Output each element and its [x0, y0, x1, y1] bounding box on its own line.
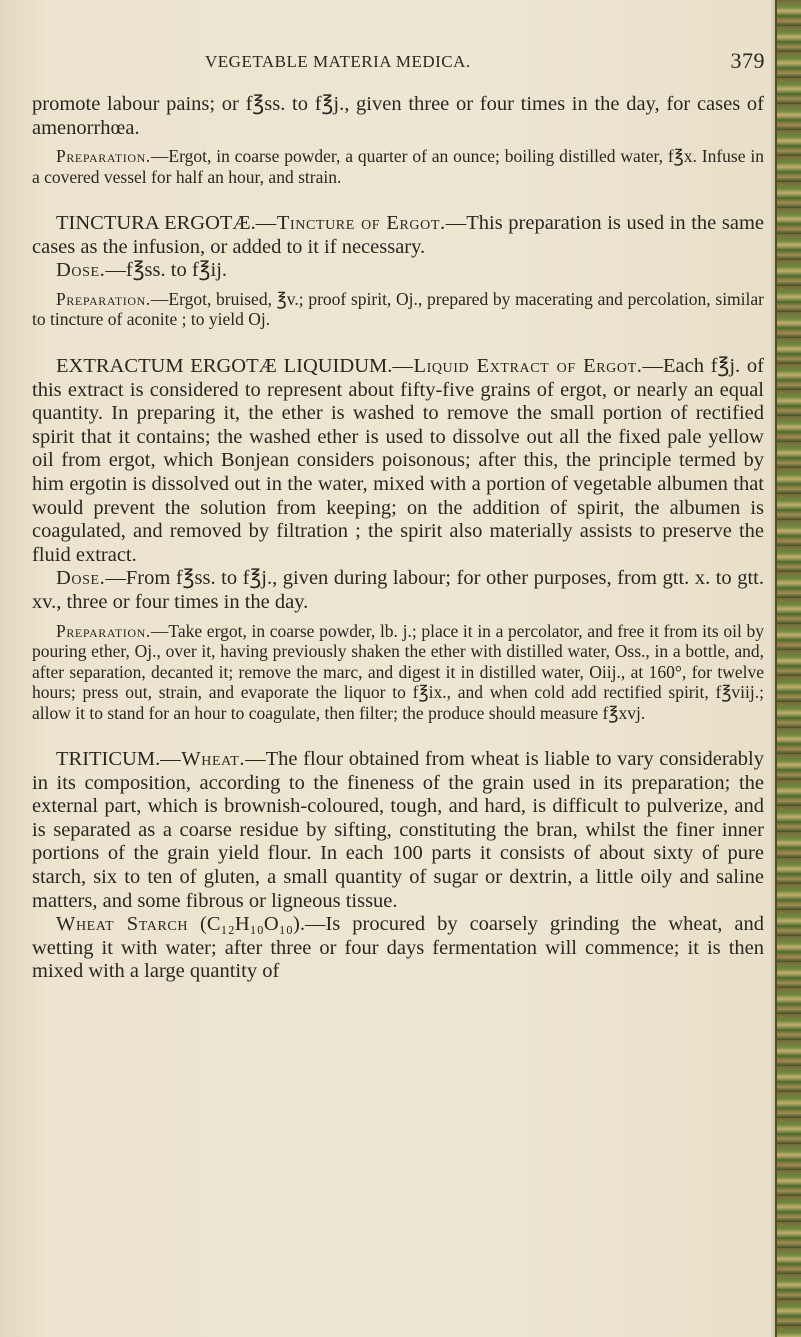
wheat-starch-paragraph [32, 913, 764, 984]
preparation-text: —Ergot, in coarse powder, a quarter of an ounce; boiling distilled water, f℥x. Infuse in a covered vessel for half an hour, and strain. [32, 146, 764, 187]
intro-paragraph [32, 93, 764, 140]
preparation-text: —Ergot, bruised, ℥v.; proof spirit, Oj., prepared by macerating and percolation, similar to tincture of aconite ; to yield Oj. [32, 288, 764, 330]
tinctura-paragraph [32, 212, 764, 259]
extractum-title: EXTRACTUM ERGOTÆ LIQUIDUM. [56, 354, 393, 377]
extractum-text: —Each f℥j. of this extract is considered to represent about fifty-five grains of ergot, or nearly an equal quantity. In preparing it, the ether is washed to remove the small portion of rectified spirit that it contains; the washed ether is used to dissolve out all the fixed pale yellow oil from ergot, which Bonjean considers poisonous; after this, the principle termed by him ergotin is dissolved out in the water, mixed with a portion of vegetable albumen that would prevent the solution from keeping; on the addition of spirit, the albumen is coagulated, and removed by filtration ; the spirit also materially assists to preserve the fluid extract. [32, 354, 764, 566]
intro-preparation [32, 146, 764, 187]
wheat-starch-label: Wheat Starch [56, 913, 189, 936]
intro-text: promote labour pains; or f℥ss. to f℥j., given three or four times in the day, for cases of amenorrhœa. [32, 93, 764, 139]
page-content [32, 93, 764, 984]
dose-text: —From f℥ss. to f℥j., given during labour; for other purposes, from gtt. x. to gtt. xv., three or four times in the day. [32, 567, 764, 613]
triticum-title: TRITICUM. [56, 748, 161, 770]
dose-label: Dose. [56, 567, 106, 590]
extractum-paragraph [32, 355, 764, 567]
wheat-starch-text: —Is procured by coarsely grinding the wheat, and wetting it with water; after three or four days fermentation will commence; it is then mixed with a large quantity of [32, 913, 764, 983]
triticum-paragraph [32, 748, 764, 913]
book-edge [775, 0, 801, 1337]
dose-text: —f℥ss. to f℥ij. [105, 259, 228, 282]
preparation-label: Preparation. [56, 288, 151, 309]
tinctura-text: —This preparation is used in the same cases as the infusion, or added to it if necessary. [32, 212, 764, 258]
tinctura-dose [32, 259, 764, 283]
tinctura-subtitle: —Tincture of Ergot. [255, 212, 446, 235]
wheat-starch-formula: (C₁₂H₁₀O₁₀). [200, 913, 305, 936]
preparation-text: —Take ergot, in coarse powder, lb. j.; place it in a percolator, and free it from its oil by pouring ether, Oj., over it, having previously shaken the ether with distilled water, Oss., in a bottle, and, after separation, decanted it; remove the marc, and digest it in distilled water, Oiij., at 160°, for twelve hours; press out, strain, and evaporate the liquor to f℥ix., and when cold add rectified spirit, f℥viij.; allow it to stand for an hour to coagulate, then filter; the produce should measure f℥xvj. [32, 620, 764, 723]
running-header [205, 48, 765, 73]
triticum-subtitle: —Wheat. [160, 748, 246, 770]
preparation-label: Preparation. [56, 620, 151, 641]
extractum-preparation [32, 621, 764, 724]
running-title: VEGETABLE MATERIA MEDICA. [205, 52, 471, 71]
triticum-text: —The flour obtained from wheat is liable to vary considerably in its composition, according to the fineness of the grain used in its preparation; the external part, which is brownish-coloured, tough, and hard, is difficult to pulverize, and is separated as a coarse residue by sifting, constituting the bran, whilst the finer inner portions of the grain yield flour. In each 100 parts it consists of about sixty of pure starch, six to ten of gluten, a small quantity of sugar or dextrin, a little oily and saline matters, and some fibrous or ligneous tissue. [32, 748, 764, 912]
preparation-label: Preparation. [56, 146, 151, 167]
extractum-dose [32, 567, 764, 614]
dose-label: Dose. [56, 259, 106, 282]
page-number: 379 [730, 48, 765, 73]
tinctura-title: TINCTURA ERGOTÆ. [56, 212, 256, 235]
tinctura-preparation [32, 289, 764, 330]
extractum-subtitle: —Liquid Extract of Ergot. [392, 354, 643, 377]
